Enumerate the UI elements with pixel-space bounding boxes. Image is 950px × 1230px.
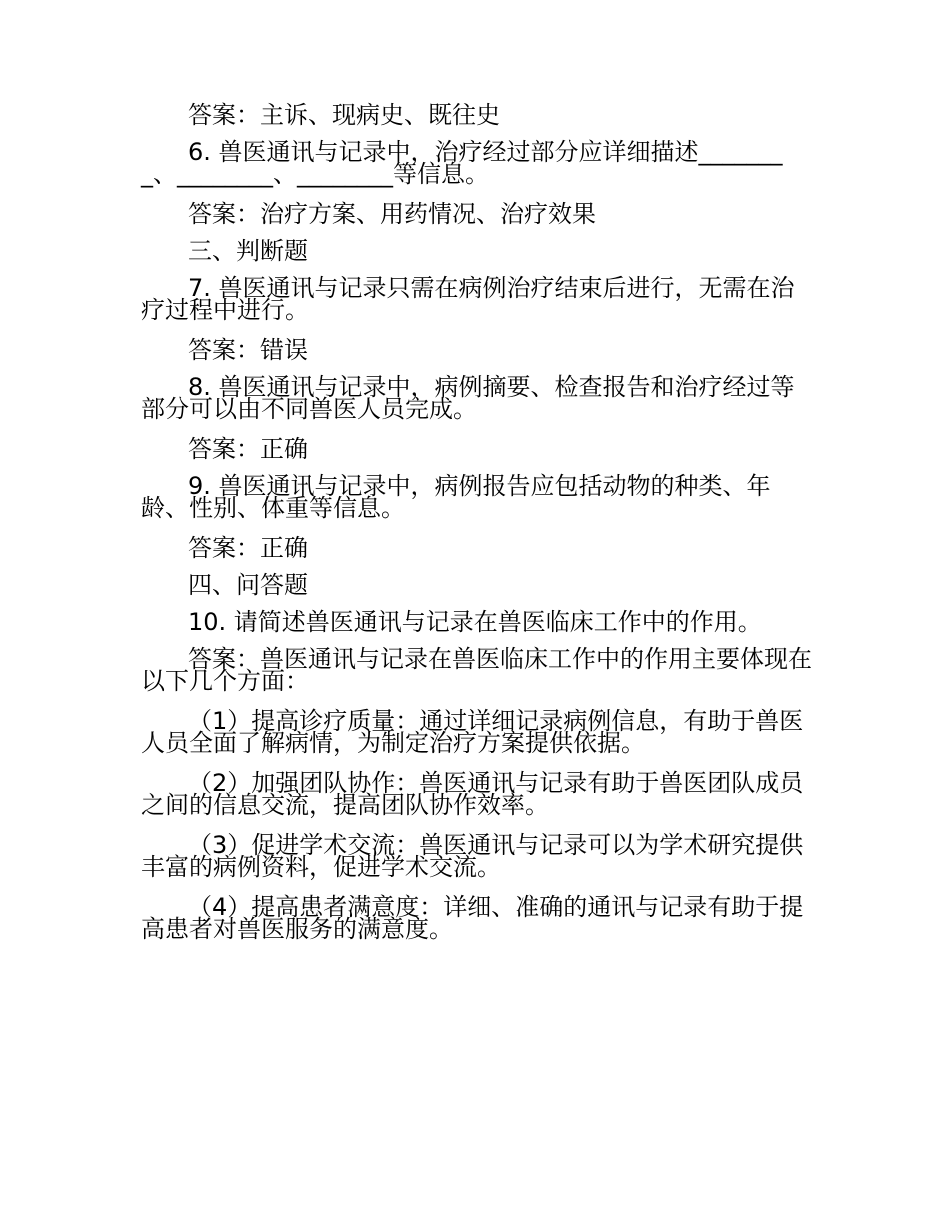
section-heading-true-false: 三、判断题 [188,237,308,265]
question-10: 10. 请简述兽医通讯与记录在兽医临床工作中的作用。 [188,608,762,636]
question-8: 8. 兽医通讯与记录中，病例摘要、检查报告和治疗经过等部分可以由不同兽医人员完成。 [141,373,795,423]
question-7: 7. 兽医通讯与记录只需在病例治疗结束后进行，无需在治疗过程中进行。 [141,274,795,324]
answer-5: 答案：主诉、现病史、既往史 [188,101,500,129]
answer-10-intro: 答案：兽医通讯与记录在兽医临床工作中的作用主要体现在以下几个方面： [141,645,812,695]
answer-10-point-4: （4）提高患者满意度：详细、准确的通讯与记录有助于提高患者对兽医服务的满意度。 [141,893,804,943]
answer-10-point-2: （2）加强团队协作：兽医通讯与记录有助于兽医团队成员之间的信息交流，提高团队协作效率。 [141,769,804,819]
answer-8: 答案：正确 [188,435,308,463]
section-heading-qa: 四、问答题 [188,571,308,599]
document-body [141,101,813,958]
answer-9: 答案：正确 [188,534,308,562]
question-6: 6. 兽医通讯与记录中，治疗经过部分应详细描述________、________、________等信息。 [141,138,783,188]
answer-10-point-1: （1）提高诊疗质量：通过详细记录病例信息，有助于兽医人员全面了解病情，为制定治疗方案提供依据。 [141,707,804,757]
question-9: 9. 兽医通讯与记录中，病例报告应包括动物的种类、年龄、性别、体重等信息。 [141,472,771,522]
answer-7: 答案：错误 [188,336,308,364]
answer-6: 答案：治疗方案、用药情况、治疗效果 [188,200,596,228]
answer-10-point-3: （3）促进学术交流：兽医通讯与记录可以为学术研究提供丰富的病例资料，促进学术交流。 [141,831,804,881]
